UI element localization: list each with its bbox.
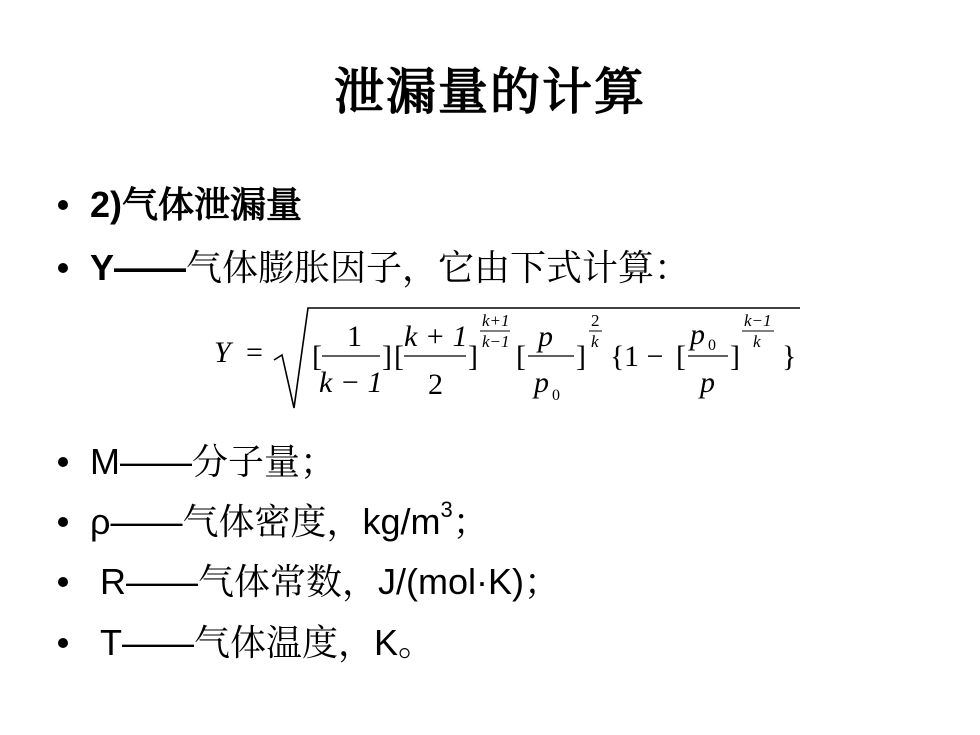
bullet-t-definition — [58, 621, 434, 666]
bullet-text: 气体密度， — [182, 502, 363, 543]
bullet-y-definition — [58, 246, 690, 291]
bullet-text: 气体泄漏量 — [122, 184, 303, 226]
bullet-prefix: 2) — [90, 184, 123, 225]
bullet-unit-sup: 3 — [440, 497, 453, 522]
bullet-symbol: R—— — [100, 561, 198, 602]
frac2-num: k + 1 — [404, 320, 468, 353]
bullet-r-definition — [58, 560, 560, 605]
bullet-rho-definition — [58, 497, 489, 545]
page-title: 泄漏量的计算 — [334, 62, 646, 121]
bullet-dot-icon — [58, 457, 68, 467]
bullet-dot-icon — [58, 638, 68, 648]
exp1-den: k−1 — [482, 332, 510, 351]
frac1-num: 1 — [347, 320, 362, 353]
bullet-text: 分子量； — [192, 442, 337, 483]
bullet-unit: kg/m — [362, 501, 441, 542]
frac2-den: 2 — [428, 368, 443, 401]
bullet-dot-icon — [58, 263, 68, 273]
bullet-symbol: ρ—— — [90, 501, 183, 542]
bracket-open: [ — [394, 340, 404, 373]
one-minus: 1 − — [624, 340, 664, 373]
bullet-end: ； — [452, 502, 489, 543]
bullet-symbol: Y—— — [90, 247, 187, 288]
frac3-num: p — [538, 320, 553, 353]
bullet-unit: K — [374, 622, 399, 663]
frac1-den: k − 1 — [319, 366, 383, 399]
frac3-sub: 0 — [552, 387, 560, 404]
brace-close: } — [782, 340, 797, 373]
frac4-den: p — [700, 366, 715, 399]
bracket-close: ] — [468, 340, 478, 373]
bullet-dot-icon — [58, 200, 68, 210]
bullet-dot-icon — [58, 577, 68, 587]
bullet-text: 气体膨胀因子，它由下式计算： — [186, 248, 691, 289]
bracket-open: [ — [516, 340, 526, 373]
bracket-close: ] — [730, 340, 740, 373]
frac4-num: p — [690, 318, 705, 351]
formula-lhs: Y — [214, 336, 231, 369]
bullet-symbol: M—— — [90, 441, 192, 482]
frac3-den: p — [534, 366, 549, 399]
bracket-open: [ — [676, 340, 686, 373]
bullet-symbol: T—— — [100, 622, 194, 663]
formula-equals: = — [246, 336, 263, 369]
expansion-factor-formula — [214, 300, 814, 420]
exp1-num: k+1 — [482, 311, 510, 330]
exp3-num: k−1 — [744, 311, 772, 330]
brace-open: { — [610, 340, 625, 373]
frac4-sub: 0 — [708, 337, 716, 354]
bullet-end: ； — [524, 562, 561, 603]
bullet-dot-icon — [58, 517, 68, 527]
exp3-den: k — [753, 332, 761, 351]
bracket-close: ] — [382, 340, 392, 373]
bullet-text: 气体常数， — [198, 562, 379, 603]
bullet-gas-leak — [58, 183, 302, 228]
bracket-open: [ — [312, 340, 322, 373]
bracket-close: ] — [576, 340, 586, 373]
exp2-den: k — [591, 332, 599, 351]
bullet-end: 。 — [398, 623, 435, 664]
exp2-num: 2 — [591, 311, 600, 330]
bullet-m-definition — [58, 440, 336, 485]
bullet-unit: J/(mol·K) — [378, 561, 525, 602]
bullet-text: 气体温度， — [194, 623, 375, 664]
